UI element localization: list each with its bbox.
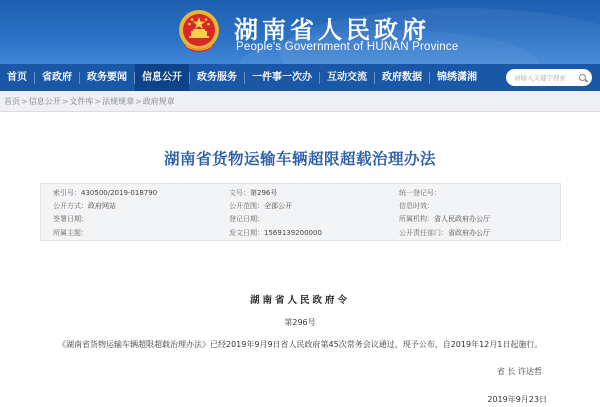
nav-item-scenic-hunan[interactable]: 锦绣潇湘 bbox=[437, 72, 477, 83]
meta-label: 所属主题： bbox=[53, 229, 88, 237]
breadcrumb-separator: > bbox=[135, 97, 142, 106]
meta-label: 索引号： bbox=[53, 189, 81, 197]
national-emblem-icon bbox=[176, 8, 222, 56]
nav-item-information-disclosure[interactable]: 信息公开 bbox=[135, 64, 189, 91]
meta-label: 信息时效： bbox=[399, 202, 434, 210]
meta-validity bbox=[399, 199, 434, 213]
meta-index-number bbox=[53, 186, 157, 200]
meta-row bbox=[41, 226, 560, 240]
breadcrumb-separator: > bbox=[21, 97, 28, 106]
breadcrumb-separator: > bbox=[94, 97, 102, 106]
meta-row bbox=[41, 199, 560, 213]
search-icon[interactable] bbox=[576, 71, 590, 85]
breadcrumb-regulations[interactable]: 法规规章 bbox=[102, 97, 135, 106]
meta-responsible-department bbox=[399, 226, 490, 240]
meta-sign-date bbox=[53, 212, 88, 226]
meta-value: 政府网站 bbox=[88, 202, 116, 210]
decree-issuer: 湖南省人民政府令 bbox=[249, 295, 350, 306]
meta-row bbox=[41, 186, 560, 200]
meta-label: 统一登记号： bbox=[399, 189, 441, 197]
nav-item-government-data[interactable]: 政府数据 bbox=[382, 72, 422, 83]
site-title[interactable]: 湖南省人民政府 bbox=[234, 16, 430, 44]
document-title: 湖南省货物运输车辆超限超载治理办法 bbox=[163, 150, 436, 168]
nav-item-government-news[interactable]: 政务要闻 bbox=[87, 72, 127, 83]
meta-unified-registration-number bbox=[399, 186, 441, 200]
breadcrumb-document-library[interactable]: 文件库 bbox=[69, 97, 94, 106]
breadcrumb-home[interactable]: 首页 bbox=[4, 97, 20, 106]
nav-item-home[interactable]: 首页 bbox=[7, 72, 27, 83]
meta-value: 省人民政府办公厅 bbox=[434, 215, 490, 223]
header-banner bbox=[0, 0, 600, 64]
meta-row bbox=[41, 212, 560, 226]
meta-value: 第296号 bbox=[250, 189, 278, 197]
meta-subject bbox=[53, 226, 88, 240]
meta-label: 所属机构： bbox=[399, 215, 434, 223]
meta-value: 全部公开 bbox=[264, 202, 292, 210]
nav-item-one-stop-service[interactable]: 一件事一次办 bbox=[252, 72, 312, 83]
meta-label: 文号： bbox=[229, 189, 250, 197]
breadcrumb bbox=[0, 91, 600, 112]
decree-date: 2019年9月23日 bbox=[487, 395, 547, 404]
decree-body-text: 《湖南省货物运输车辆超限超载治理办法》已经2019年9月9日省人民政府第45次常务会议通过，现予公布，自2019年12月1日起施行。 bbox=[58, 340, 543, 349]
search-input[interactable] bbox=[506, 69, 592, 86]
decree-signer: 省 长 许达哲 bbox=[496, 367, 542, 376]
document-meta-table bbox=[40, 183, 561, 241]
meta-value: 1569139200000 bbox=[264, 229, 322, 237]
meta-publish-mode bbox=[53, 199, 116, 213]
meta-organization bbox=[399, 212, 490, 226]
decree-number: 第296号 bbox=[284, 318, 316, 327]
meta-label: 公开方式： bbox=[53, 202, 88, 210]
nav-item-province-government[interactable]: 省政府 bbox=[42, 72, 72, 83]
main-nav bbox=[0, 64, 600, 91]
meta-registration-date bbox=[229, 212, 264, 226]
meta-issue-date bbox=[229, 226, 322, 240]
meta-document-number bbox=[229, 186, 277, 200]
meta-label: 公开责任部门： bbox=[399, 229, 448, 237]
meta-label: 发文日期： bbox=[229, 229, 264, 237]
breadcrumb-information-disclosure[interactable]: 信息公开 bbox=[28, 97, 61, 106]
search-placeholder: 请输入关键字搜索 bbox=[514, 74, 566, 82]
meta-label: 公开范围： bbox=[229, 202, 264, 210]
meta-value: 省政府办公厅 bbox=[448, 229, 490, 237]
site-title-english: People's Government of HUNAN Province bbox=[236, 41, 459, 53]
meta-label: 签署日期： bbox=[53, 215, 88, 223]
nav-item-interaction[interactable]: 互动交流 bbox=[327, 72, 367, 83]
meta-label: 登记日期： bbox=[229, 215, 264, 223]
meta-publish-scope bbox=[229, 199, 292, 213]
breadcrumb-separator: > bbox=[61, 97, 69, 106]
meta-value: 430500/2019-018790 bbox=[81, 189, 158, 197]
nav-item-government-services[interactable]: 政务服务 bbox=[197, 72, 237, 83]
breadcrumb-government-rules[interactable]: 政府规章 bbox=[142, 97, 175, 106]
